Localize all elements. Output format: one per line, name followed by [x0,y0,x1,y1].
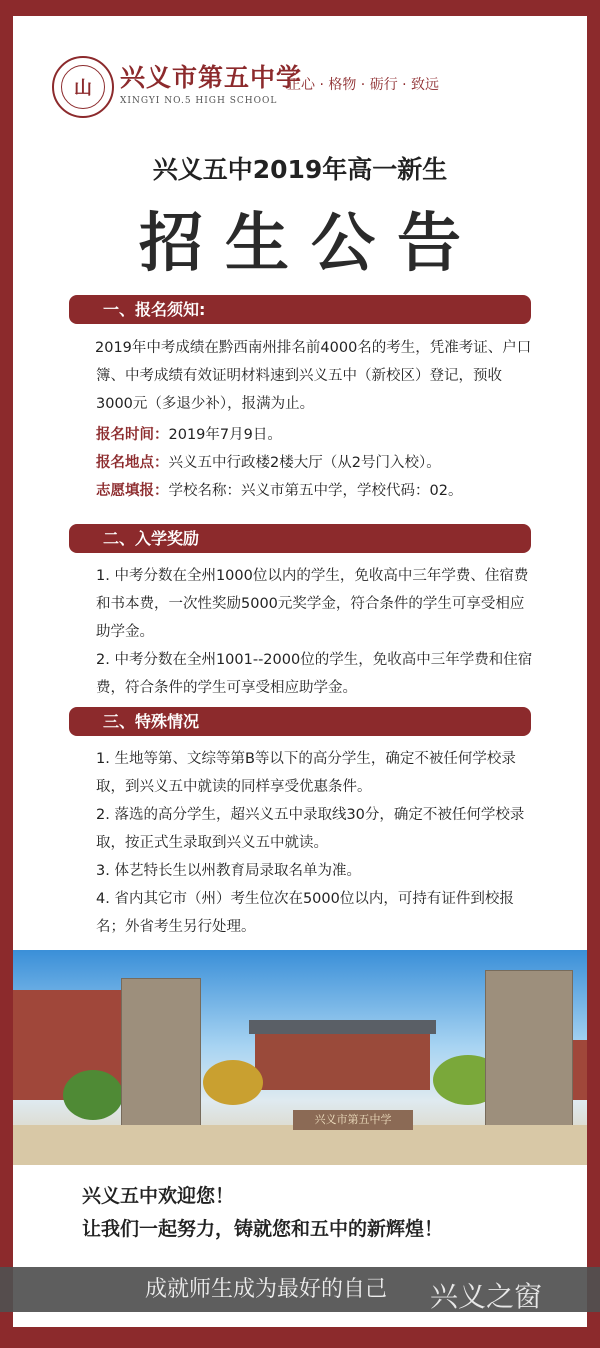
plaza [13,1125,587,1165]
value: 学校名称：兴义市第五中学，学校代码：02。 [168,483,463,499]
info-application [96,477,534,505]
special-item: 4. 省内其它市（州）考生位次在5000位以内，可持有证件到校报名；外省考生另行处理。 [96,891,514,935]
info-time [96,421,534,449]
school-name: 兴义市第五中学 [120,63,303,92]
school-name-en: XINGYI NO.5 HIGH SCHOOL [120,96,278,106]
special-item: 3. 体艺特长生以州教育局录取名单为准。 [96,863,361,879]
label: 报名时间： [96,427,169,443]
watermark-url: www.xyzc.cn [452,1312,541,1326]
special-item: 1. 生地等第、文综等第B等以下的高分学生，确定不被任何学校录取，到兴义五中就读的同样享受优惠条件。 [96,751,516,795]
tree [203,1060,263,1105]
info-place [96,449,534,477]
left-gate-pillar [121,978,201,1138]
gate-sign: 兴义市第五中学 [293,1110,413,1130]
school-seal-logo: 山 [52,56,114,118]
school-motto: 正心 · 格物 · 砺行 · 致远 [287,77,440,93]
tree [63,1070,123,1120]
main-building [255,1030,430,1090]
reward-item: 1. 中考分数在全州1000位以内的学生，免收高中三年学费、住宿费和书本费，一次性奖励5000元奖学金，符合条件的学生可享受相应助学金。 [96,568,529,640]
subtitle: 兴义五中2019年高一新生 [152,155,448,184]
section-heading-special: 三、特殊情况 [69,707,531,736]
section-special-body [96,745,534,941]
watermark-name: 兴义之窗 [430,1280,543,1313]
value: 兴义五中行政楼2楼大厅（从2号门入校）。 [168,455,441,471]
reward-item: 2. 中考分数在全州1001--2000位的学生，免收高中三年学费和住宿费，符合条件的学生可享受相应助学金。 [96,652,533,696]
welcome-line-2: 让我们一起努力，铸就您和五中的新辉煌！ [82,1218,444,1240]
welcome-line-1: 兴义五中欢迎您！ [82,1185,235,1207]
registration-paragraph: 2019年中考成绩在黔西南州排名前4000名的考生，凭准考证、户口簿、中考成绩有效证明材料速到兴义五中（新校区）登记，预收3000元（多退少补），报满为止。 [95,340,532,412]
label: 志愿填报： [96,483,169,499]
section-rewards-body [96,562,534,702]
welcome-message [82,1180,443,1246]
section-heading-rewards: 二、入学奖励 [69,524,531,553]
main-title: 招生公告 [139,207,483,281]
value: 2019年7月9日。 [168,427,282,443]
label: 报名地点： [96,455,169,471]
section-heading-registration: 一、报名须知: [69,295,531,324]
right-gate-pillar [485,970,573,1140]
caption-band: 成就师生成为最好的自己 [0,1267,600,1312]
special-item: 2. 落选的高分学生，超兴义五中录取线30分，确定不被任何学校录取，按正式生录取到兴义五中就读。 [96,807,525,851]
campus-illustration [13,950,587,1165]
section-registration-body [96,334,534,505]
main-building-roof [249,1020,436,1034]
